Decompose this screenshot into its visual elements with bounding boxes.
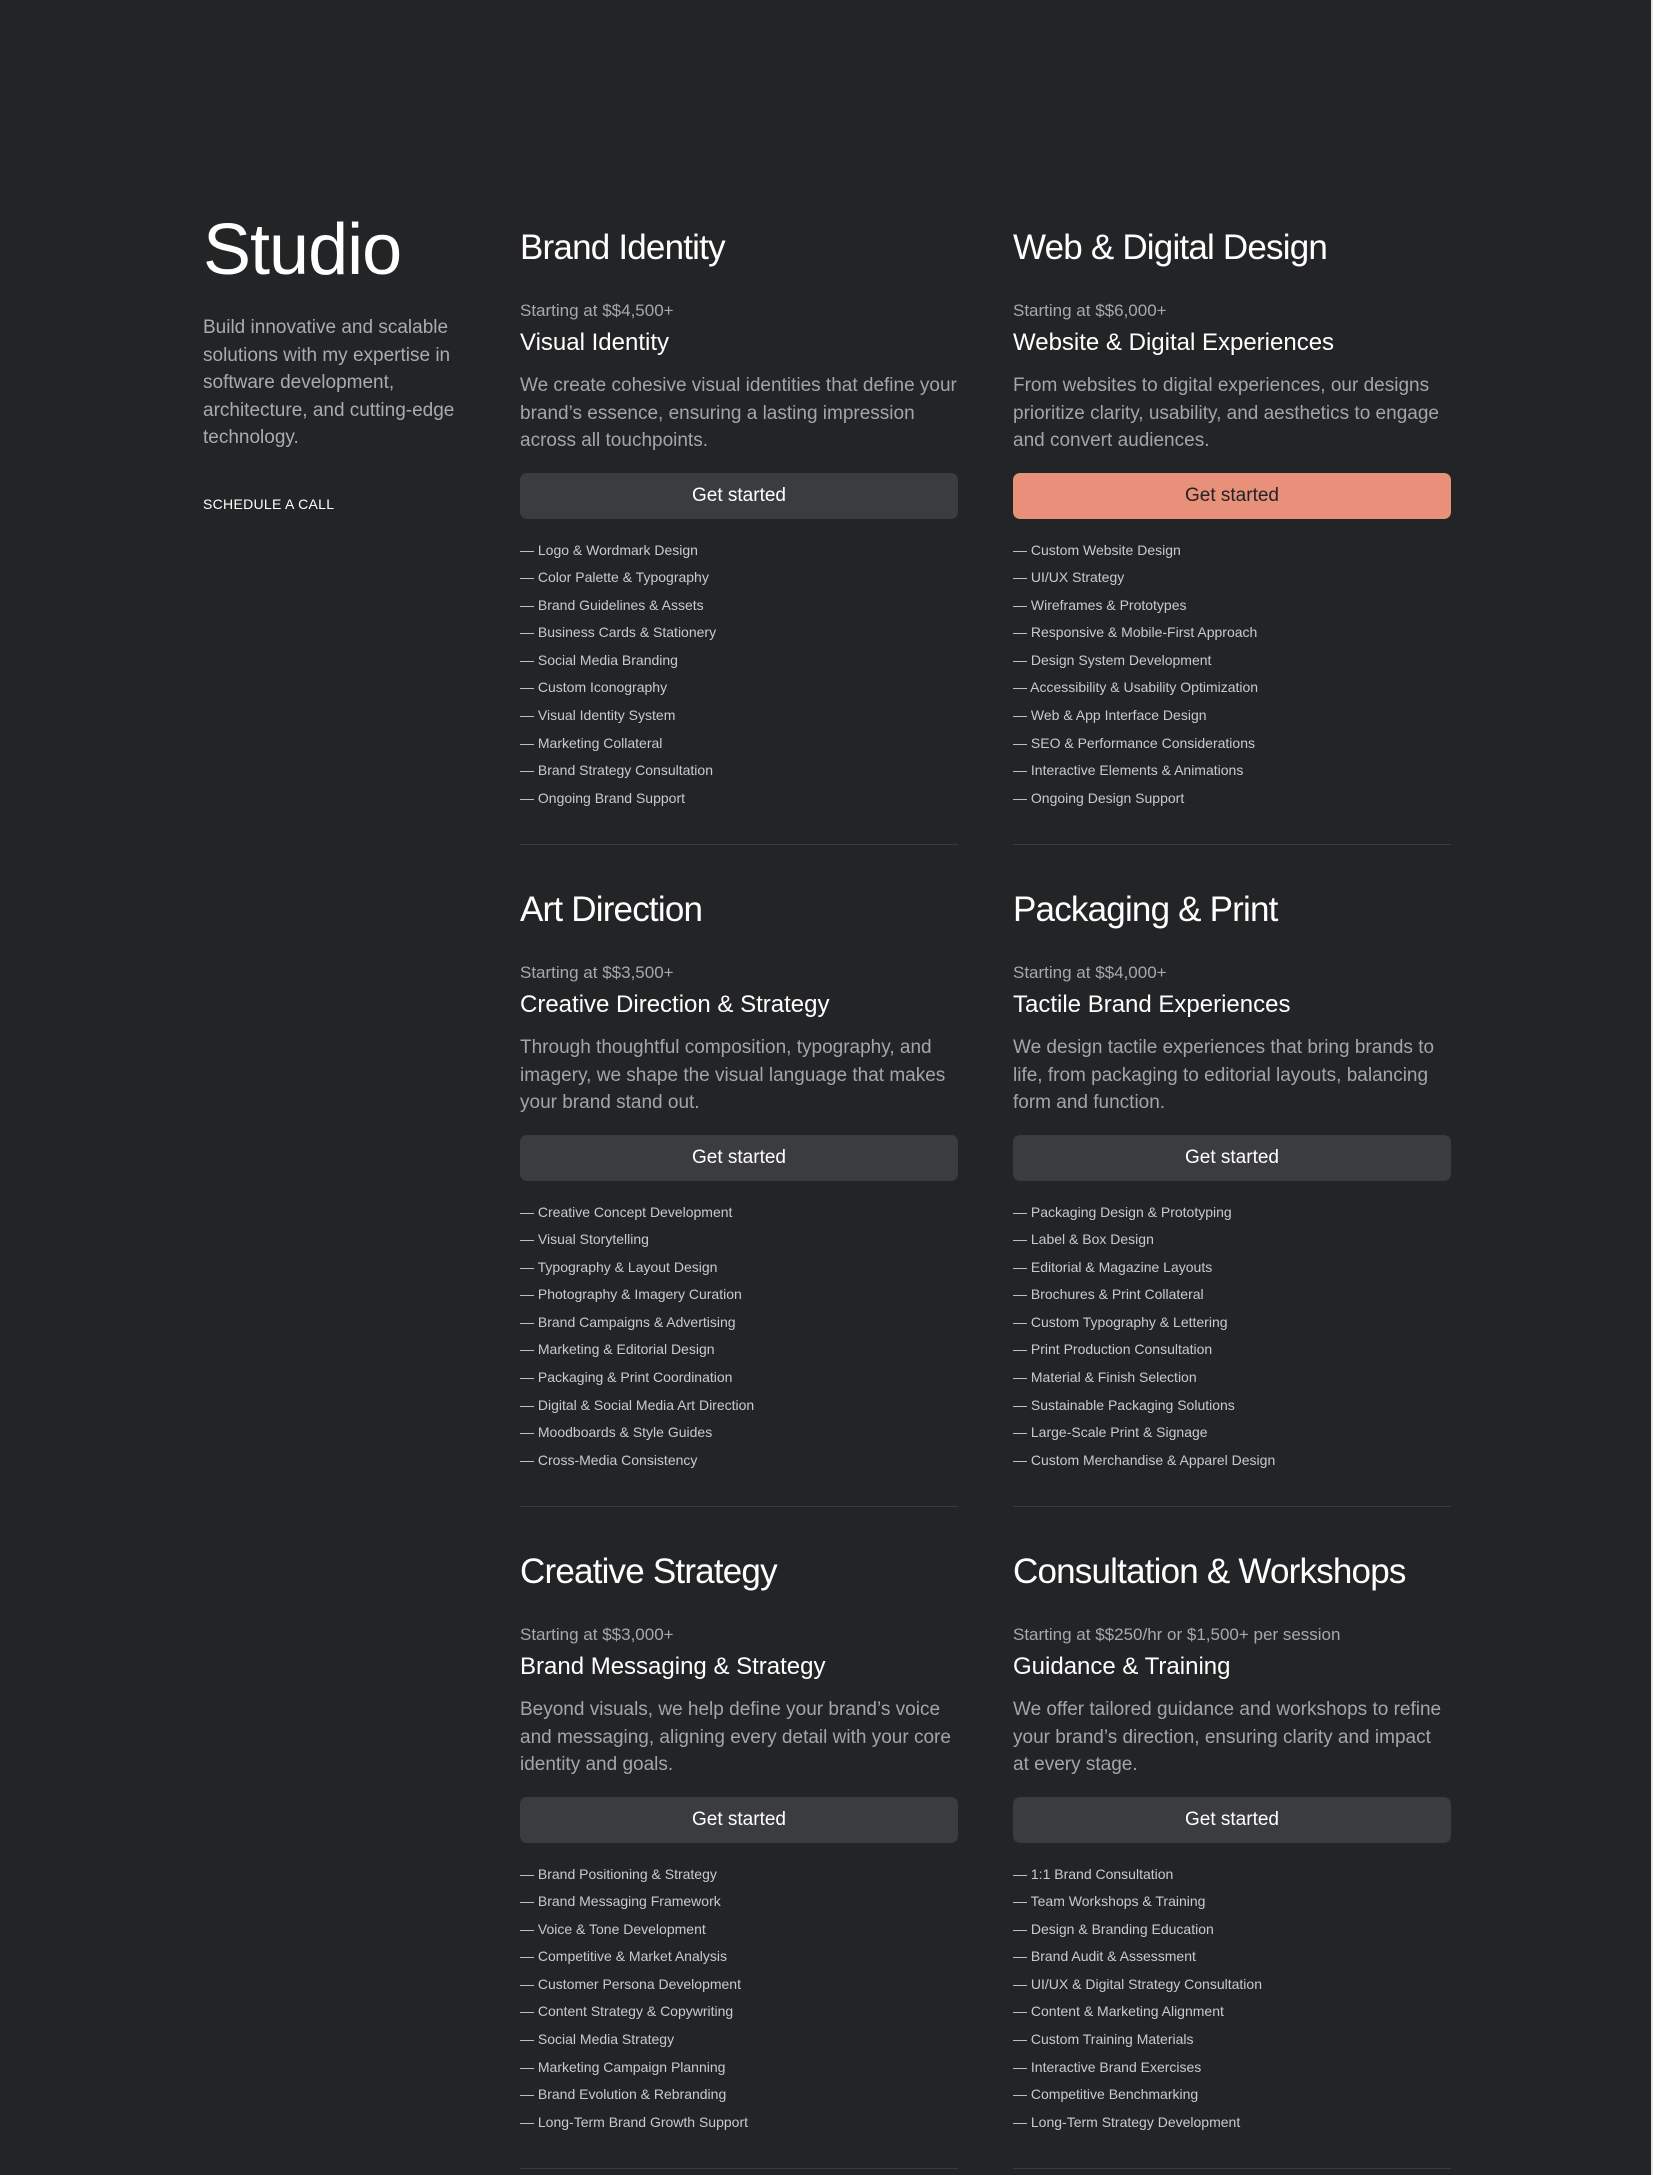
studio-description: Build innovative and scalable solutions with my expertise in software development, architecture, and cutting-edge technology.	[203, 317, 455, 448]
service-description: We offer tailored guidance and workshops to refine your brand’s direction, ensuring clarity and impact at every stage.	[1013, 1699, 1442, 1775]
service-card-consultation-workshops	[1013, 1554, 1451, 2136]
schedule-call-link[interactable]: SCHEDULE A CALL	[203, 495, 335, 512]
feature-item: — Custom Website Design	[1013, 541, 1181, 558]
feature-list	[520, 537, 958, 813]
section-divider	[1013, 1506, 1451, 1507]
section-divider	[520, 2168, 958, 2169]
feature-item: — Content & Marketing Alignment	[1013, 2003, 1224, 2020]
service-description: We create cohesive visual identities that define your brand’s essence, ensuring a lasting impression across all touchpoints.	[520, 375, 957, 451]
feature-item: — Packaging & Print Coordination	[520, 1369, 733, 1386]
service-subtitle: Tactile Brand Experiences	[1013, 991, 1291, 1018]
service-title: Art Direction	[520, 890, 703, 929]
feature-item: — Long-Term Brand Growth Support	[520, 2113, 748, 2130]
feature-item: — Brand Strategy Consultation	[520, 762, 713, 779]
get-started-button[interactable]: Get started	[1013, 1135, 1451, 1181]
feature-item: — Cross-Media Consistency	[520, 1451, 698, 1468]
get-started-button[interactable]: Get started	[1013, 1797, 1451, 1843]
service-price: Starting at $$250/hr or $1,500+ per session	[1013, 1625, 1341, 1644]
feature-item: — UI/UX Strategy	[1013, 569, 1125, 586]
feature-item: — UI/UX & Digital Strategy Consultation	[1013, 1975, 1262, 1992]
service-card-brand-identity	[520, 230, 958, 812]
section-divider	[1013, 2168, 1451, 2169]
feature-item: — Brand Audit & Assessment	[1013, 1948, 1196, 1965]
service-price: Starting at $$3,000+	[520, 1625, 674, 1644]
section-divider	[1013, 844, 1451, 845]
feature-item: — Marketing Campaign Planning	[520, 2058, 726, 2075]
service-description: From websites to digital experiences, our designs prioritize clarity, usability, and aesthetics to engage and convert audiences.	[1013, 375, 1439, 451]
feature-item: — Large-Scale Print & Signage	[1013, 1424, 1208, 1441]
service-title: Packaging & Print	[1013, 890, 1278, 929]
feature-list	[1013, 1199, 1451, 1475]
service-description: Beyond visuals, we help define your brand’s voice and messaging, aligning every detail with your core identity and goals.	[520, 1699, 951, 1775]
feature-item: — Interactive Brand Exercises	[1013, 2058, 1202, 2075]
service-price: Starting at $$4,500+	[520, 301, 674, 320]
service-card-creative-strategy	[520, 1554, 958, 2136]
service-description: We design tactile experiences that bring brands to life, from packaging to editorial layouts, balancing form and function.	[1013, 1037, 1435, 1113]
feature-item: — Typography & Layout Design	[520, 1258, 718, 1275]
feature-item: — Custom Training Materials	[1013, 2031, 1194, 2048]
get-started-button[interactable]: Get started	[520, 1135, 958, 1181]
get-started-button[interactable]: Get started	[520, 473, 958, 519]
feature-list	[520, 1861, 958, 2137]
feature-item: — Voice & Tone Development	[520, 1920, 706, 1937]
service-subtitle: Creative Direction & Strategy	[520, 991, 830, 1018]
section-divider	[520, 1506, 958, 1507]
feature-item: — Ongoing Design Support	[1013, 789, 1185, 806]
feature-item: — Social Media Branding	[520, 651, 678, 668]
feature-item: — Team Workshops & Training	[1013, 1893, 1206, 1910]
feature-item: — Brand Positioning & Strategy	[520, 1865, 717, 1882]
feature-item: — Wireframes & Prototypes	[1013, 596, 1187, 613]
service-card-web-digital-design	[1013, 230, 1451, 812]
feature-item: — SEO & Performance Considerations	[1013, 734, 1255, 751]
feature-item: — Visual Storytelling	[520, 1231, 649, 1248]
feature-item: — Brand Campaigns & Advertising	[520, 1313, 736, 1330]
feature-item: — Interactive Elements & Animations	[1013, 762, 1244, 779]
feature-item: — Competitive Benchmarking	[1013, 2086, 1199, 2103]
feature-item: — Marketing & Editorial Design	[520, 1341, 715, 1358]
get-started-button[interactable]: Get started	[1013, 473, 1451, 519]
feature-list	[1013, 537, 1451, 813]
feature-item: — Marketing Collateral	[520, 734, 663, 751]
feature-item: — Competitive & Market Analysis	[520, 1948, 727, 1965]
feature-item: — Editorial & Magazine Layouts	[1013, 1258, 1213, 1275]
feature-item: — Design System Development	[1013, 651, 1212, 668]
feature-list	[1013, 1861, 1451, 2137]
feature-item: — Logo & Wordmark Design	[520, 541, 698, 558]
feature-item: — Web & App Interface Design	[1013, 707, 1207, 724]
service-subtitle: Guidance & Training	[1013, 1653, 1231, 1680]
feature-list	[520, 1199, 958, 1475]
feature-item: — Moodboards & Style Guides	[520, 1424, 713, 1441]
service-subtitle: Brand Messaging & Strategy	[520, 1653, 826, 1680]
feature-item: — Responsive & Mobile-First Approach	[1013, 624, 1258, 641]
feature-item: — Brochures & Print Collateral	[1013, 1286, 1204, 1303]
feature-item: — Content Strategy & Copywriting	[520, 2003, 734, 2020]
feature-item: — Visual Identity System	[520, 707, 676, 724]
feature-item: — Brand Messaging Framework	[520, 1893, 721, 1910]
feature-item: — Customer Persona Development	[520, 1975, 741, 1992]
feature-item: — Custom Merchandise & Apparel Design	[1013, 1451, 1276, 1468]
feature-item: — Ongoing Brand Support	[520, 789, 685, 806]
service-price: Starting at $$3,500+	[520, 963, 674, 982]
studio-title: Studio	[203, 210, 402, 290]
feature-item: — Sustainable Packaging Solutions	[1013, 1396, 1235, 1413]
feature-item: — Brand Evolution & Rebranding	[520, 2086, 727, 2103]
feature-item: — Print Production Consultation	[1013, 1341, 1213, 1358]
feature-item: — Material & Finish Selection	[1013, 1369, 1197, 1386]
feature-item: — Design & Branding Education	[1013, 1920, 1214, 1937]
feature-item: — Custom Iconography	[520, 679, 668, 696]
service-subtitle: Visual Identity	[520, 329, 669, 356]
service-title: Creative Strategy	[520, 1552, 777, 1591]
service-card-art-direction	[520, 892, 958, 1474]
service-subtitle: Website & Digital Experiences	[1013, 329, 1335, 356]
feature-item: — Label & Box Design	[1013, 1231, 1154, 1248]
service-title: Web & Digital Design	[1013, 228, 1328, 267]
service-title: Brand Identity	[520, 228, 725, 267]
feature-item: — Color Palette & Typography	[520, 569, 709, 586]
studio-sidebar	[203, 210, 463, 514]
service-title: Consultation & Workshops	[1013, 1552, 1406, 1591]
feature-item: — Business Cards & Stationery	[520, 624, 717, 641]
feature-item: — Packaging Design & Prototyping	[1013, 1203, 1232, 1220]
feature-item: — Custom Typography & Lettering	[1013, 1313, 1228, 1330]
get-started-button[interactable]: Get started	[520, 1797, 958, 1843]
service-card-packaging-print	[1013, 892, 1451, 1474]
service-price: Starting at $$6,000+	[1013, 301, 1167, 320]
feature-item: — Digital & Social Media Art Direction	[520, 1396, 755, 1413]
service-description: Through thoughtful composition, typography, and imagery, we shape the visual language that makes your brand stand out.	[520, 1037, 946, 1113]
feature-item: — Photography & Imagery Curation	[520, 1286, 742, 1303]
feature-item: — Creative Concept Development	[520, 1203, 733, 1220]
feature-item: — 1:1 Brand Consultation	[1013, 1865, 1174, 1882]
service-price: Starting at $$4,000+	[1013, 963, 1167, 982]
section-divider	[520, 844, 958, 845]
feature-item: — Accessibility & Usability Optimization	[1013, 679, 1259, 696]
feature-item: — Brand Guidelines & Assets	[520, 596, 704, 613]
feature-item: — Long-Term Strategy Development	[1013, 2113, 1241, 2130]
feature-item: — Social Media Strategy	[520, 2031, 675, 2048]
